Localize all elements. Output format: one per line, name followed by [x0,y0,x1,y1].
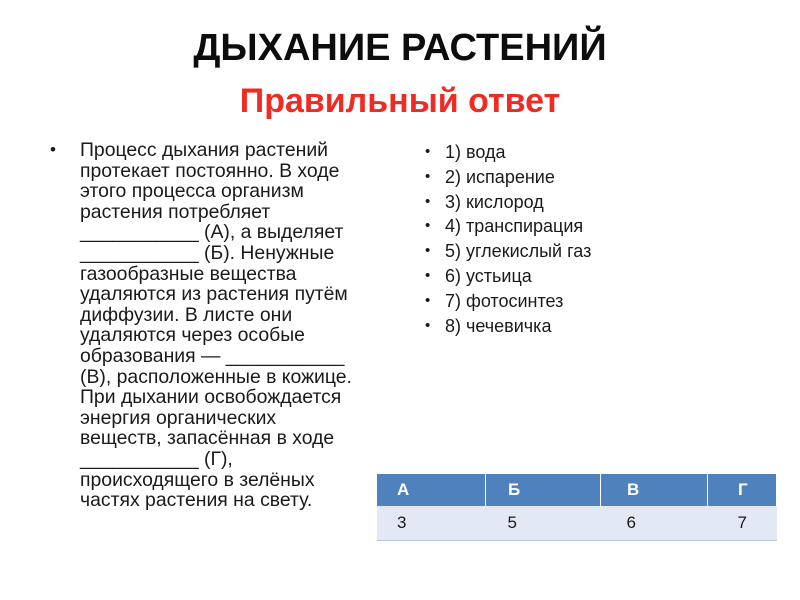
option-label: 3) кислород [445,191,544,212]
table-cell: 7 [708,506,777,541]
table-header-cell: Б [486,474,601,506]
task-text: Процесс дыхания растений протекает постоянно. В ходе этого процесса организм растения потребляет ___________ (А), а выделяет ___________ (Б). Ненужные газообразные вещества удаляются из растения путём диффузии. В листе они удаляются через особые образования — ___________ (В), расположенные в кожице. При дыхании освобождается энергия органических веществ, запасённая в ходе ___________ (Г), происходящего в зелёных частях растения на свету. [80,139,352,512]
option-item [425,214,591,239]
bullet-icon: • [425,192,431,210]
table-cell: 6 [601,506,708,541]
options-list [425,140,591,338]
bullet-icon: • [425,242,431,260]
option-item [425,140,591,165]
table-header-cell: В [601,474,708,506]
option-item [425,190,591,215]
answer-table [377,474,777,541]
bullet-icon: • [425,316,431,334]
slide-subtitle: Правильный ответ [239,82,561,120]
bullet-icon: • [425,143,431,160]
option-item [425,264,591,289]
table-header-cell: Г [708,474,777,506]
option-item [425,239,591,264]
option-item [425,314,591,339]
option-label: 2) испарение [445,166,555,187]
task-text-block [52,140,390,511]
table-header-cell: А [377,474,486,506]
option-label: 1) вода [445,142,506,162]
table-cell: 3 [377,506,486,541]
bullet-icon: • [425,167,431,185]
table-cell: 5 [486,506,601,541]
table-header-row [377,474,777,506]
table-row [377,506,777,541]
option-item [425,289,591,314]
bullet-icon: • [425,266,431,284]
option-label: 7) фотосинтез [445,290,564,311]
slide-title: ДЫХАНИЕ РАСТЕНИЙ [193,27,607,69]
bullet-icon: • [425,291,431,309]
option-label: 5) углекислый газ [445,241,592,262]
bullet-icon: • [50,140,56,159]
bullet-icon: • [425,217,431,235]
option-item [425,165,591,190]
option-label: 4) транспирация [445,216,584,237]
option-label: 8) чечевичка [445,315,552,336]
option-label: 6) устьица [445,265,532,286]
